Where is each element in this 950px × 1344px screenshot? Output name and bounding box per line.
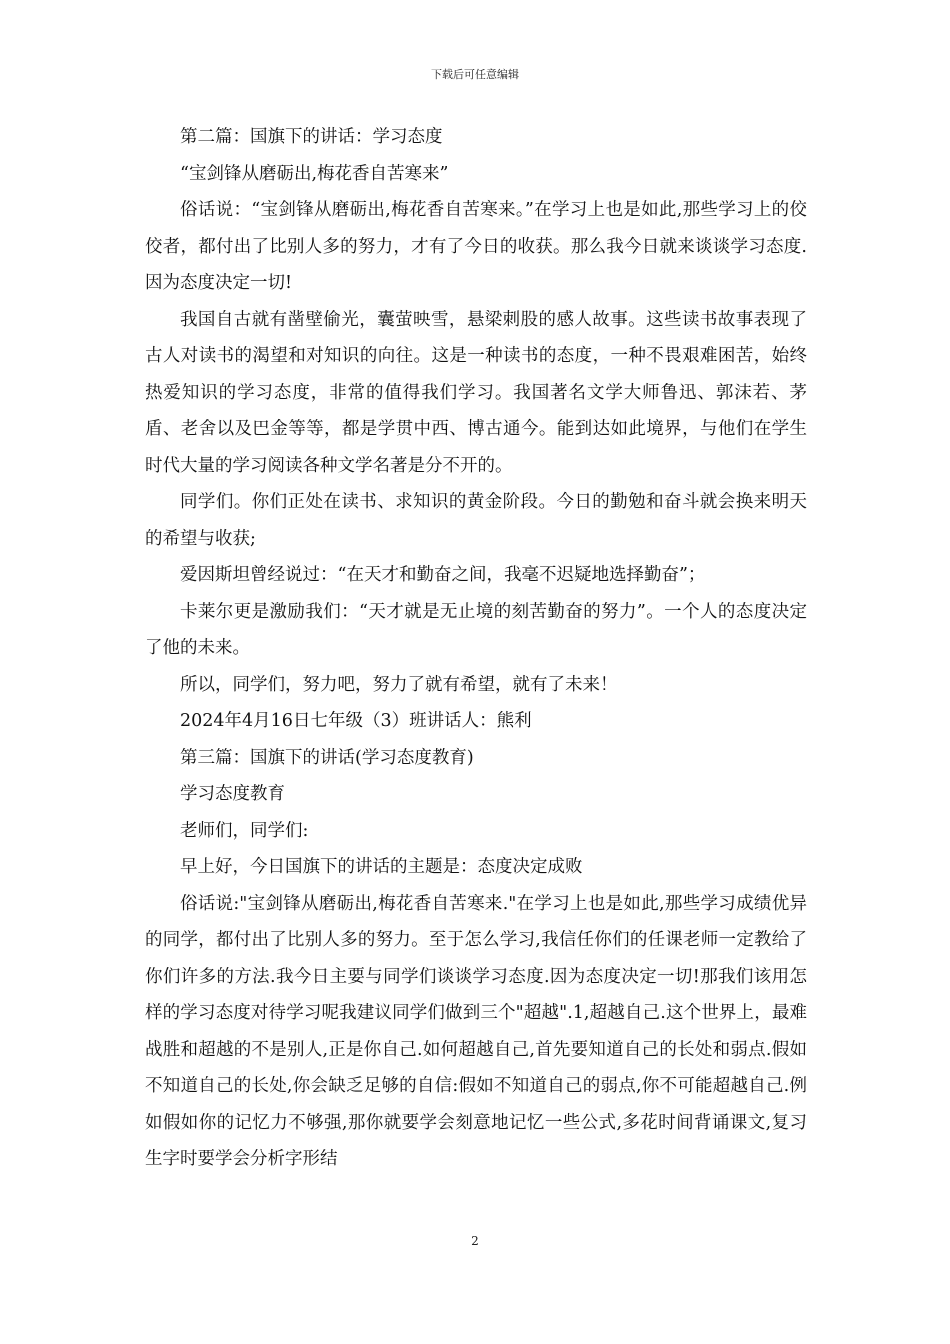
paragraph: 俗话说:"宝剑锋从磨砺出,梅花香自苦寒来."在学习上也是如此,那些学习成绩优异的同学，都付出了比别人多的努力。至于怎么学习,我信任你们的任课老师一定教给了你们许多的方法.我今日主要与同学们谈谈学习态度.因为态度决定一切!那我们该用怎样的学习态度对待学习呢我建议同学们做到三个"超越".1,超越自己.这个世界上，最难战胜和超越的不是别人,正是你自己.如何超越自己,首先要知道自己的长处和弱点.假如不知道自己的长处,你会缺乏足够的自信:假如不知道自己的弱点,你不可能超越自己.例如假如你的记忆力不够强,那你就要学会刻意地记忆一些公式,多花时间背诵课文,复习生字时要学会分析字形结 [145,893,807,1169]
speech-subtitle: “宝剑锋从磨砺出,梅花香自苦寒来” [180,163,449,184]
document-body [145,119,807,1178]
paragraph: 爱因斯坦曾经说过：“在天才和勤奋之间，我毫不迟疑地选择勤奋”； [180,565,706,585]
salutation: 老师们，同学们: [180,820,309,841]
section-title-3: 第三篇：国旗下的讲话(学习态度教育) [180,747,474,768]
paragraph: 俗话说：“宝剑锋从磨砺出,梅花香自苦寒来。”在学习上也是如此,那些学习上的佼佼者，都付出了比别人多的努力，才有了今日的收获。那么我今日就来谈谈学习态度.因为态度决定一切! [145,200,807,293]
paragraph: 早上好，今日国旗下的讲话的主题是：态度决定成败 [180,857,583,877]
paragraph: 同学们。你们正处在读书、求知识的黄金阶段。今日的勤勉和奋斗就会换来明天的希望与收获; [145,492,807,549]
paragraph: 所以，同学们，努力吧，努力了就有希望，就有了未来！ [180,674,618,695]
speaker-signature: 2024年4月16日七年级（3）班讲话人：熊利 [180,711,532,731]
page-header-note: 下载后可任意编辑 [431,68,519,81]
page-number: 2 [471,1234,479,1248]
section-title-2: 第二篇：国旗下的讲话：学习态度 [180,127,443,147]
speech-title: 学习态度教育 [180,784,285,804]
paragraph: 卡莱尔更是激励我们：“天才就是无止境的刻苦勤奋的努力”。一个人的态度决定了他的未来。 [145,601,807,658]
paragraph: 我国自古就有凿壁偷光，囊萤映雪，悬梁刺股的感人故事。这些读书故事表现了古人对读书的渴望和对知识的向往。这是一种读书的态度，一种不畏艰难困苦，始终热爱知识的学习态度，非常的值得我们学习。我国著名文学大师鲁迅、郭沫若、茅盾、老舍以及巴金等等，都是学贯中西、博古通今。能到达如此境界，与他们在学生时代大量的学习阅读各种文学名著是分不开的。 [145,309,807,476]
